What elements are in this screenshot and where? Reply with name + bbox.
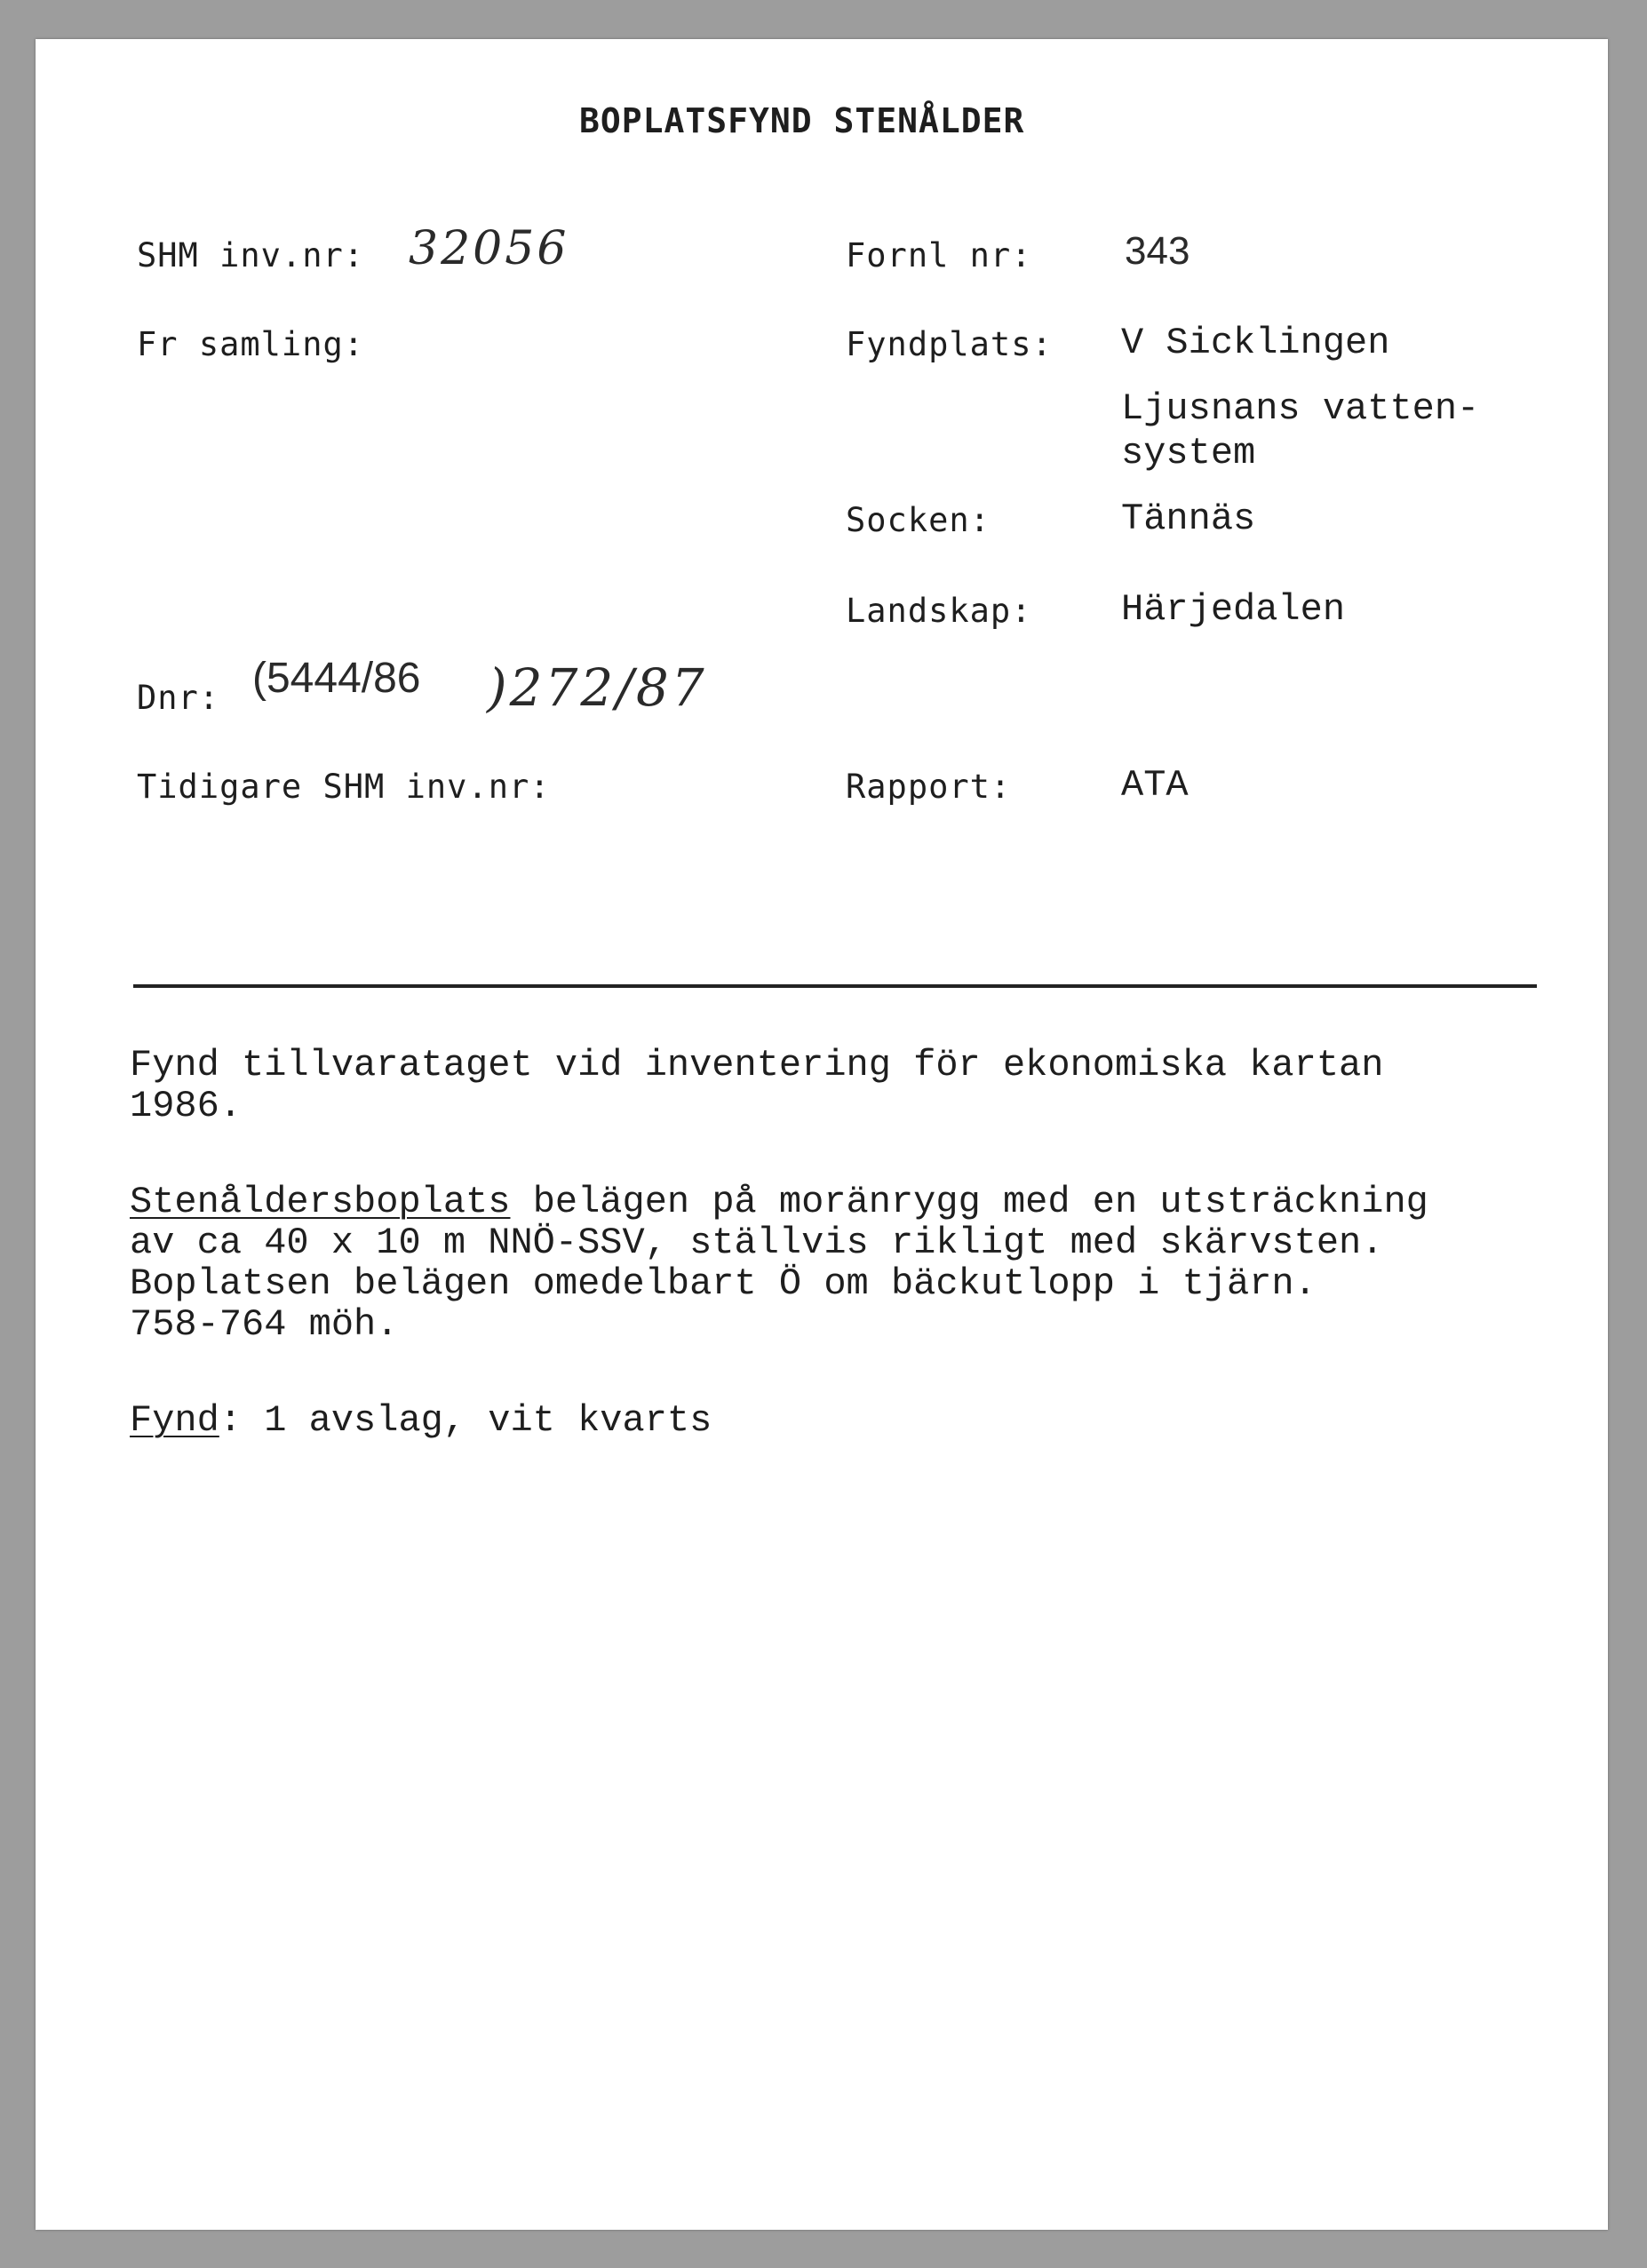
card-title: BOPLATSFYND STENÅLDER [579,101,1025,140]
rapport-label: Rapport: [846,768,1012,806]
dnr-label: Dnr: [137,679,220,717]
finds-text: : 1 avslag, vit kvarts [219,1399,712,1442]
index-card [36,39,1608,2230]
dnr-value-old: (5444/86 [252,655,421,702]
fornl-label: Fornl nr: [846,236,1032,275]
dnr-value-new: )272/87 [487,657,707,718]
landskap-value: Härjedalen [1121,588,1346,631]
fyndplats-value-1: V Sicklingen [1121,322,1390,364]
paragraph-1-line-2: 1986. [130,1085,243,1127]
landskap-label: Landskap: [846,592,1032,630]
finds-label: Fynd [130,1399,219,1442]
fr-samling-label: Fr samling: [137,325,365,363]
paragraph-2-line-4: 758-764 möh. [130,1303,399,1346]
rapport-value: ATA [1121,764,1189,807]
paragraph-2-line-3: Boplatsen belägen omedelbart Ö om bäckutlopp i tjärn. [130,1262,1317,1305]
shm-inv-value: 32056 [409,222,569,275]
paragraph-2-line-1 [130,1182,1428,1222]
shm-inv-label: SHM inv.nr: [137,236,365,275]
socken-label: Socken: [846,501,991,539]
divider-line [133,984,1537,988]
paragraph-2-line-2: av ca 40 x 10 m NNÖ-SSV, ställvis rikligt med skärvsten. [130,1222,1384,1264]
paragraph-2-line-1-rest: belägen på moränrygg med en utsträckning [510,1181,1428,1223]
underlined-term: Stenåldersboplats [130,1181,511,1223]
fornl-value: 343 [1125,229,1190,273]
fyndplats-label: Fyndplats: [846,325,1053,363]
paragraph-1-line-1: Fynd tillvarataget vid inventering för ekonomiska kartan [130,1044,1384,1086]
fyndplats-value-2: Ljusnans vatten- [1121,387,1480,430]
tidigare-shm-label: Tidigare SHM inv.nr: [137,768,551,806]
finds-line [130,1400,712,1441]
socken-value: Tännäs [1121,497,1256,540]
fyndplats-value-3: system [1121,432,1256,474]
